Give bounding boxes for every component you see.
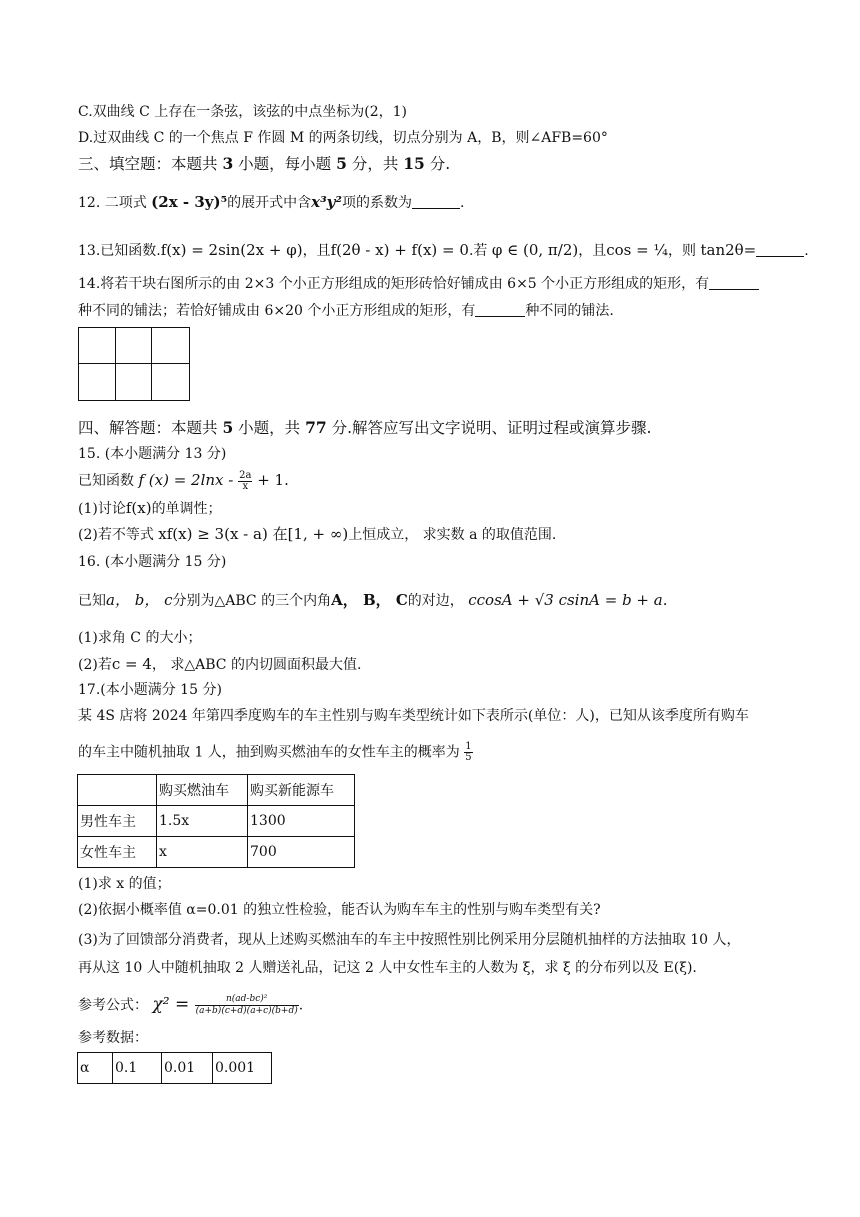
question-17-line1: 某 4S 店将 2024 年第四季度购车的车主性别与购车类型统计如下表所示(单位：人)，已知从该季度所有购车: [78, 708, 749, 724]
question-17-part2: (2)依据小概率值 α=0.01 的独立性检验，能否认为购车车主的性别与购车类型有关?: [78, 902, 601, 918]
q15-fraction: $\frac{2a}{x}$: [239, 469, 252, 492]
option-c: C.双曲线 C 上存在一条弦，该弦的中点坐标为(2，1): [78, 104, 408, 120]
question-16-part1: (1)求角 C 的大小；: [78, 630, 202, 646]
question-14-line2: 种不同的铺法；若恰好铺成由 6×20 个小正方形组成的矩形，有 种不同的铺法.: [78, 303, 614, 319]
answer-blank-13: [756, 242, 804, 257]
question-17-line2: 的车主中随机抽取 1 人，抽到购买燃油车的女性车主的概率为 $\frac{1}{5}$: [78, 741, 472, 763]
answer-blank-14a: [709, 275, 759, 290]
alpha-table: [77, 1052, 272, 1084]
table-row: α 0.1 0.01 0.001: [78, 1053, 272, 1084]
question-14-line1: 14.将若干块右图所示的由 2×3 个小正方形组成的矩形砖恰好铺成由 6×5 个小正方形组成的矩形，有: [78, 274, 759, 294]
question-15-part1: (1)讨论f(x)的单调性；: [78, 499, 222, 517]
question-17-part1: (1)求 x 的值；: [78, 876, 171, 892]
table-row: 购买燃油车 购买新能源车: [78, 775, 355, 806]
question-15-title: 15. (本小题满分 13 分): [78, 446, 227, 462]
table-row: 男性车主 1.5x 1300: [78, 806, 355, 837]
reference-data-label: 参考数据：: [78, 1030, 148, 1046]
answer-blank-14b: [475, 302, 525, 317]
question-17-part3-line2: 再从这 10 人中随机抽取 2 人赠送礼品，记这 2 人中女性车主的人数为 ξ，求 ξ 的分布列以及 E(ξ).: [78, 960, 697, 976]
question-16-given: 已知a， b， c分别为△ABC 的三个内角A， B， C的对边， ccosA + √3 csinA = b + a.: [78, 591, 668, 609]
question-16-title: 16. (本小题满分 15 分): [78, 554, 227, 570]
section-3-heading: 三、填空题：本题共 3 小题，每小题 5 分，共 15 分.: [78, 154, 451, 173]
question-17-part3-line1: (3)为了回馈部分消费者，现从上述购买燃油车的车主中按照性别比例采用分层随机抽样的方法抽取 10 人，: [78, 932, 741, 948]
table-row: 女性车主 x 700: [78, 837, 355, 868]
question-13: 13.已知函数.f(x) = 2sin(2x + φ)，且f(2θ - x) + f(x) = 0.若 φ ∈ (0, π/2)，且cos = ¼，则 tan2θ= .: [78, 241, 809, 259]
answer-blank-12: [412, 194, 460, 209]
q17-fraction: $\frac{1}{5}$: [465, 741, 472, 763]
question-16-part2: (2)若c = 4， 求△ABC 的内切圆面积最大值.: [78, 655, 362, 673]
reference-formula: 参考公式： χ² = $\frac{\text{n(ad-bc)²}}{(a+b)(c+d)(a+c)(b+d)}$ .: [78, 994, 304, 1016]
question-17-title: 17.(本小题满分 15 分): [78, 682, 222, 698]
question-15-part2: (2)若不等式 xf(x) ≥ 3(x - a) 在[1, + ∞)上恒成立， 求实数 a 的取值范围.: [78, 525, 557, 543]
survey-table: [77, 774, 355, 868]
chi-square-fraction: $\frac{\text{n(ad-bc)²}}{(a+b)(c+d)(a+c)(b+d)}$: [195, 994, 298, 1016]
q12-term: x³y²: [311, 193, 342, 211]
tile-diagram-2x3: [78, 327, 190, 401]
option-d: D.过双曲线 C 的一个焦点 F 作圆 M 的两条切线，切点分别为 A，B，则∠AFB=60°: [78, 130, 608, 146]
section-4-heading: 四、解答题：本题共 5 小题，共 77 分.解答应写出文字说明、证明过程或演算步骤.: [78, 418, 652, 437]
q12-binomial: (2x - 3y)⁵: [151, 193, 228, 211]
question-15-given: 已知函数 f (x) = 2lnx - $\frac{2a}{x}$ + 1.: [78, 469, 289, 492]
question-12: 12. 二项式 (2x - 3y)⁵的展开式中含x³y²项的系数为 .: [78, 193, 465, 211]
